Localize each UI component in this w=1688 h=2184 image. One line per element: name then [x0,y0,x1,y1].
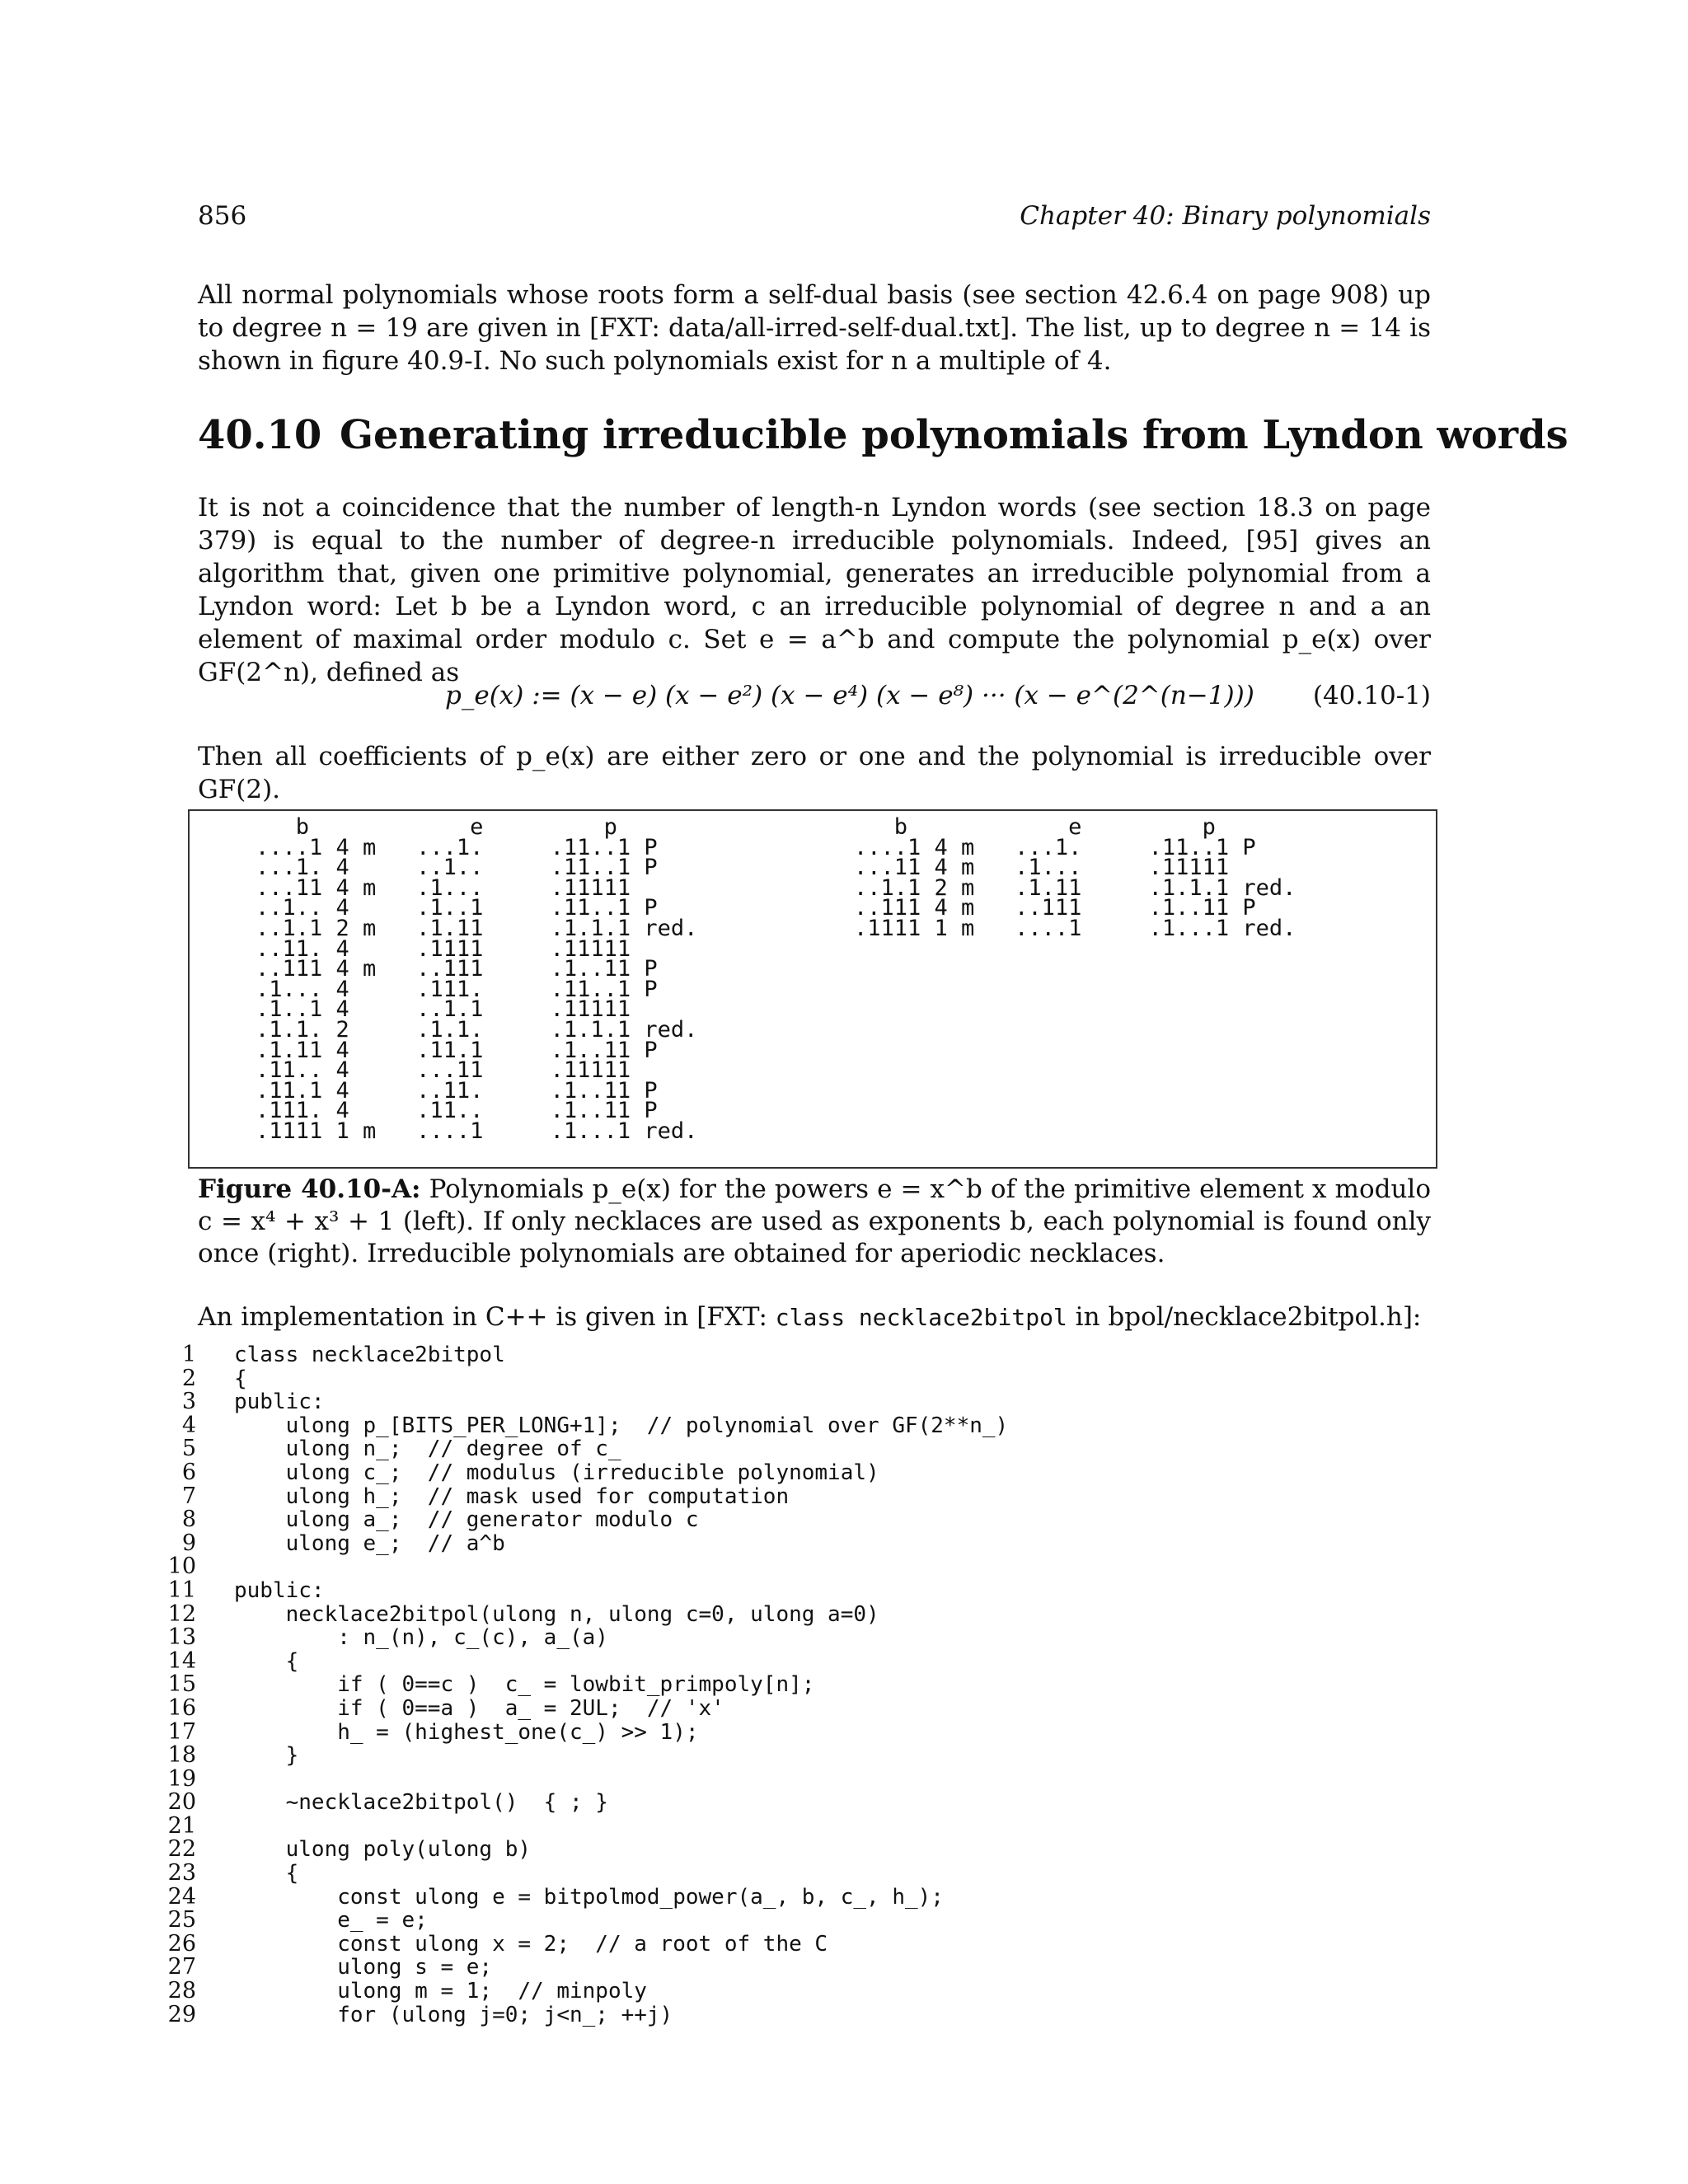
code-text: class necklace2bitpol [234,1343,505,1367]
figure-caption [198,1174,1431,1270]
left-table [256,814,698,1144]
left-table-row: ....1 4 m ...1. .11..1 P [256,834,658,860]
body-text: It is not a coincidence that the number of length-n Lyndon words (see section 18.3 on page 379) is equal to the number of degree-n irreducible polynomials. Indeed, [95] gives an algorithm that, given one primitive polynomial, generates an irreducible polynomial from a Lyndon word: Let b be a Lyndon word, c an irreducible polynomial of degree n and a an element of maximal order modulo c. Set e = a^b and compute the polynomial p_e(x) over GF(2^n), defined as [198,493,1431,687]
code-text: { [234,1861,299,1886]
equation-formula: p_e(x) := (x − e) (x − e²) (x − e⁴) (x − e⁸) ··· (x − e^(2^(n−1))) [445,681,1254,710]
code-text: ulong n_; // degree of c_ [234,1436,621,1462]
line-number: 24 [167,1883,196,1910]
left-table-row: .11.1 4 ..11. .1..11 P [256,1077,658,1104]
section-title: Generating irreducible polynomials from Lyndon words [340,412,1568,458]
code-text: ulong a_; // generator modulo c [234,1507,699,1533]
intro-paragraph [198,279,1431,377]
line-number: 10 [167,1554,196,1580]
left-table-row: .11.. 4 ...11 .11111 [256,1057,631,1084]
caption-label: Figure 40.10-A: [198,1174,421,1204]
line-number: 27 [167,1954,196,1980]
right-table-row: ..111 4 m ..111 .1..11 P [854,895,1256,921]
left-table-row: ..1.1 2 m .1.11 .1.1.1 red. [256,915,698,941]
impl-suffix: in bpol/necklace2bitpol.h]: [1067,1302,1422,1332]
left-table-header-row: b e p [256,814,617,840]
line-number: 25 [167,1907,196,1933]
section-heading [198,412,1568,458]
left-table-row: .1.1. 2 .1.1. .1.1.1 red. [256,1016,698,1043]
body-paragraph [198,491,1431,689]
left-table-row: .1..1 4 ..1.1 .11111 [256,996,631,1023]
page-header [198,201,1431,234]
code-text: ulong c_; // modulus (irreducible polynomial) [234,1460,879,1485]
line-number: 29 [167,2001,196,2027]
left-table-row: ...11 4 m .1... .11111 [256,874,631,901]
line-number: 16 [167,1694,196,1721]
code-text: h_ = (highest_one(c_) >> 1); [234,1719,699,1745]
left-table-row: .1... 4 .111. .11..1 P [256,976,658,1002]
code-text: for (ulong j=0; j<n_; ++j) [234,2002,673,2027]
section-number: 40.10 [198,412,322,458]
impl-prefix: An implementation in C++ is given in [FXT: [198,1302,776,1332]
line-number: 22 [167,1836,196,1863]
left-table-row: .1.11 4 .11.1 .1..11 P [256,1037,658,1063]
code-text: ulong s = e; [234,1955,493,1980]
code-text: public: [234,1390,325,1415]
line-number: 2 [181,1365,196,1391]
line-number: 21 [167,1812,196,1839]
right-table-row: ....1 4 m ...1. .11..1 P [854,834,1256,860]
code-text: if ( 0==c ) c_ = lowbit_primpoly[n]; [234,1672,815,1698]
line-number: 7 [181,1483,196,1509]
left-table-row: ..1.. 4 .1..1 .11..1 P [256,895,658,921]
line-number: 23 [167,1860,196,1886]
code-text: if ( 0==a ) a_ = 2UL; // 'x' [234,1695,724,1721]
code-text: ~necklace2bitpol() { ; } [234,1790,608,1816]
impl-class-name: class necklace2bitpol [775,1304,1067,1331]
code-text: { [234,1648,299,1674]
line-number: 4 [181,1412,196,1438]
left-table-row: ..111 4 m ..111 .1..11 P [256,956,658,982]
code-text: const ulong e = bitpolmod_power(a_, b, c_, h_); [234,1884,944,1910]
left-table-row: ...1. 4 ..1.. .11..1 P [256,855,658,881]
right-table-row: .1111 1 m ....1 .1...1 red. [854,915,1296,941]
code-text: const ulong x = 2; // a root of the C [234,1931,828,1957]
code-text: } [234,1743,299,1769]
line-number: 1 [181,1342,196,1367]
code-text: e_ = e; [234,1908,428,1933]
line-number: 28 [167,1978,196,2004]
right-table-header-row: b e p [854,814,1216,840]
line-number: 14 [167,1647,196,1674]
code-text: public: [234,1577,325,1603]
line-number: 19 [167,1765,196,1792]
code-text: ulong m = 1; // minpoly [234,1979,647,2004]
line-number: 5 [181,1436,196,1462]
figure-40-10-a-box [188,809,1437,1169]
line-number: 18 [167,1742,196,1769]
right-table-row: ..1.1 2 m .1.11 .1.1.1 red. [854,874,1296,901]
code-text: : n_(n), c_(c), a_(a) [234,1625,608,1651]
intro-text: All normal polynomials whose roots form a self-dual basis (see section 42.6.4 on page 908) up to degree n = 19 are given in [FXT: data/all-irred-self-dual.txt]. The list, up to degree n = 14 is shown in figure 40.9-I. No such polynomials exist for n a multiple of 4. [198,280,1431,376]
line-number: 8 [181,1507,196,1533]
code-text: ulong e_; // a^b [234,1530,505,1556]
line-number: 20 [167,1789,196,1816]
line-number: 15 [167,1671,196,1698]
line-number: 12 [167,1601,196,1627]
line-number: 9 [181,1530,196,1556]
equation-40-10-1 [198,681,1431,720]
after-equation-paragraph [198,740,1431,806]
code-text: ulong poly(ulong b) [234,1837,532,1863]
code-text: { [234,1366,247,1391]
line-number: 17 [167,1718,196,1745]
line-number: 11 [167,1577,196,1603]
code-text: ulong h_; // mask used for computation [234,1483,790,1509]
right-table-row: ...11 4 m .1... .11111 [854,855,1230,881]
left-table-row: ..11. 4 .1111 .11111 [256,935,631,962]
after-equation-text: Then all coefficients of p_e(x) are either zero or one and the polynomial is irreducible over GF(2). [198,742,1431,804]
left-table-row: .1111 1 m ....1 .1...1 red. [256,1118,698,1144]
left-table-row: .111. 4 .11.. .1..11 P [256,1098,658,1124]
page-number: 856 [198,201,247,231]
line-number: 3 [181,1389,196,1415]
implementation-intro [198,1301,1431,1334]
running-head: Chapter 40: Binary polynomials [1020,201,1431,231]
equation-tag: (40.10-1) [1312,681,1431,710]
code-text: necklace2bitpol(ulong n, ulong c=0, ulong a=0) [234,1601,879,1627]
caption-text: Polynomials p_e(x) for the powers e = x^b of the primitive element x modulo c = x⁴ + x³ + 1 (left). If only necklaces are used as exponents b, each polynomial is found only once (right). Irreducible polynomials are obtained for aperiodic necklaces. [198,1174,1431,1268]
code-text: ulong p_[BITS_PER_LONG+1]; // polynomial over GF(2**n_) [234,1413,1009,1438]
right-table [854,814,1296,941]
line-number: 13 [167,1624,196,1651]
line-number: 6 [181,1459,196,1485]
line-number: 26 [167,1930,196,1957]
